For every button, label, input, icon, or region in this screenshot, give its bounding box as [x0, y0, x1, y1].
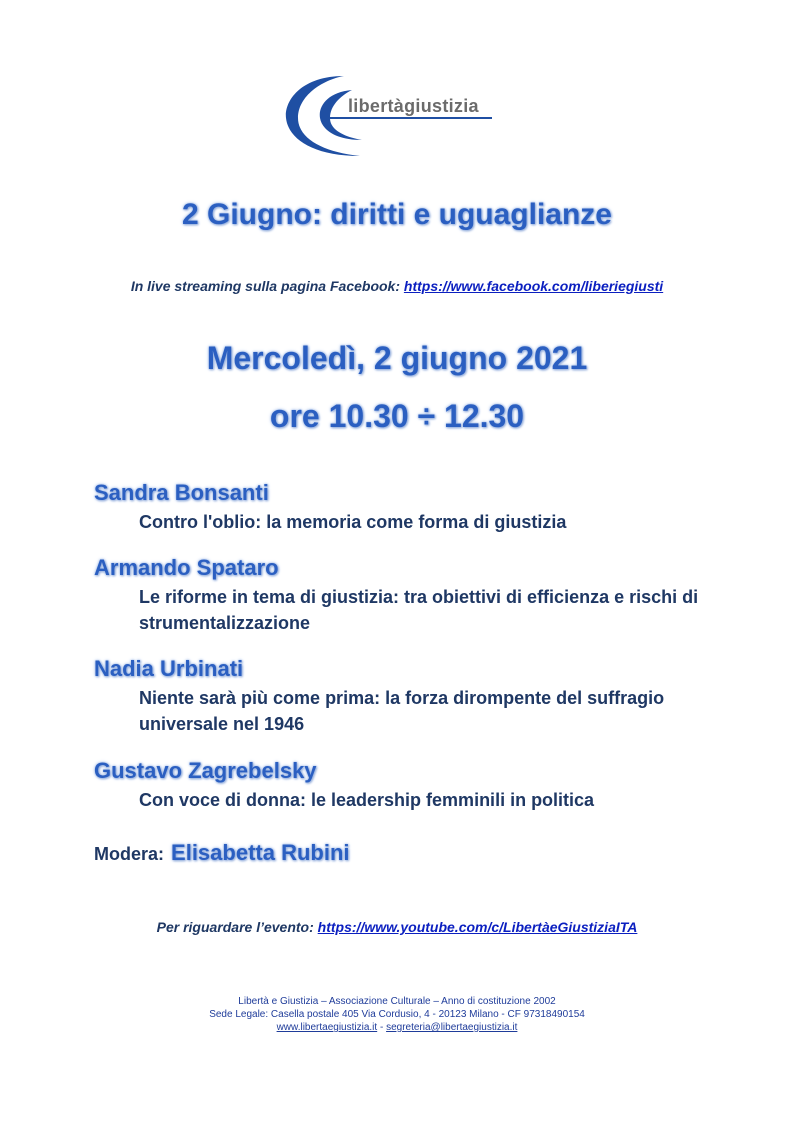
- footer-separator: -: [377, 1022, 387, 1033]
- footer: [0, 995, 794, 1034]
- logo-text: libertàgiustizia: [348, 96, 479, 116]
- moderator-name: Elisabetta Rubini: [171, 840, 350, 865]
- talk-title: Con voce di donna: le leadership femminili in politica: [139, 790, 595, 810]
- email-link[interactable]: segreteria@libertaegiustizia.it: [386, 1022, 518, 1033]
- speaker-name: Gustavo Zagrebelsky: [94, 758, 317, 783]
- moderator-line: [94, 840, 350, 866]
- talk-title: Niente sarà più come prima: la forza dirompente del suffragio universale nel 1946: [139, 688, 665, 734]
- event-time: ore 10.30 ÷ 12.30: [269, 398, 525, 434]
- website-link[interactable]: www.libertaegiustizia.it: [276, 1022, 378, 1033]
- talk-title: Le riforme in tema di giustizia: tra obiettivi di efficienza e rischi di strumentalizzazione: [139, 587, 699, 633]
- libertagiustizia-logo: [282, 72, 522, 158]
- footer-address: Sede Legale: Casella postale 405 Via Cordusio, 4 - 20123 Milano - CF 97318490154: [209, 1009, 585, 1020]
- moderator-label: Modera:: [94, 844, 165, 864]
- review-line: [0, 919, 794, 935]
- footer-association: Libertà e Giustizia – Associazione Culturale – Anno di costituzione 2002: [238, 996, 556, 1007]
- review-label: Per riguardare l’evento:: [156, 919, 318, 935]
- talk-title: Contro l'oblio: la memoria come forma di giustizia: [139, 512, 567, 532]
- facebook-link[interactable]: https://www.facebook.com/liberiegiusti: [403, 278, 664, 294]
- speaker-name: Sandra Bonsanti: [94, 480, 269, 505]
- page-title: 2 Giugno: diritti e uguaglianze: [181, 198, 612, 231]
- youtube-link[interactable]: https://www.youtube.com/c/LibertàeGiustiziaITA: [317, 919, 638, 935]
- footer-contacts: [0, 1021, 794, 1034]
- event-date: Mercoledì, 2 giugno 2021: [206, 340, 588, 376]
- speaker-name: Nadia Urbinati: [94, 656, 244, 681]
- speaker-name: Armando Spataro: [94, 555, 279, 580]
- streaming-label: In live streaming sulla pagina Facebook:: [130, 278, 404, 294]
- streaming-line: [0, 278, 794, 294]
